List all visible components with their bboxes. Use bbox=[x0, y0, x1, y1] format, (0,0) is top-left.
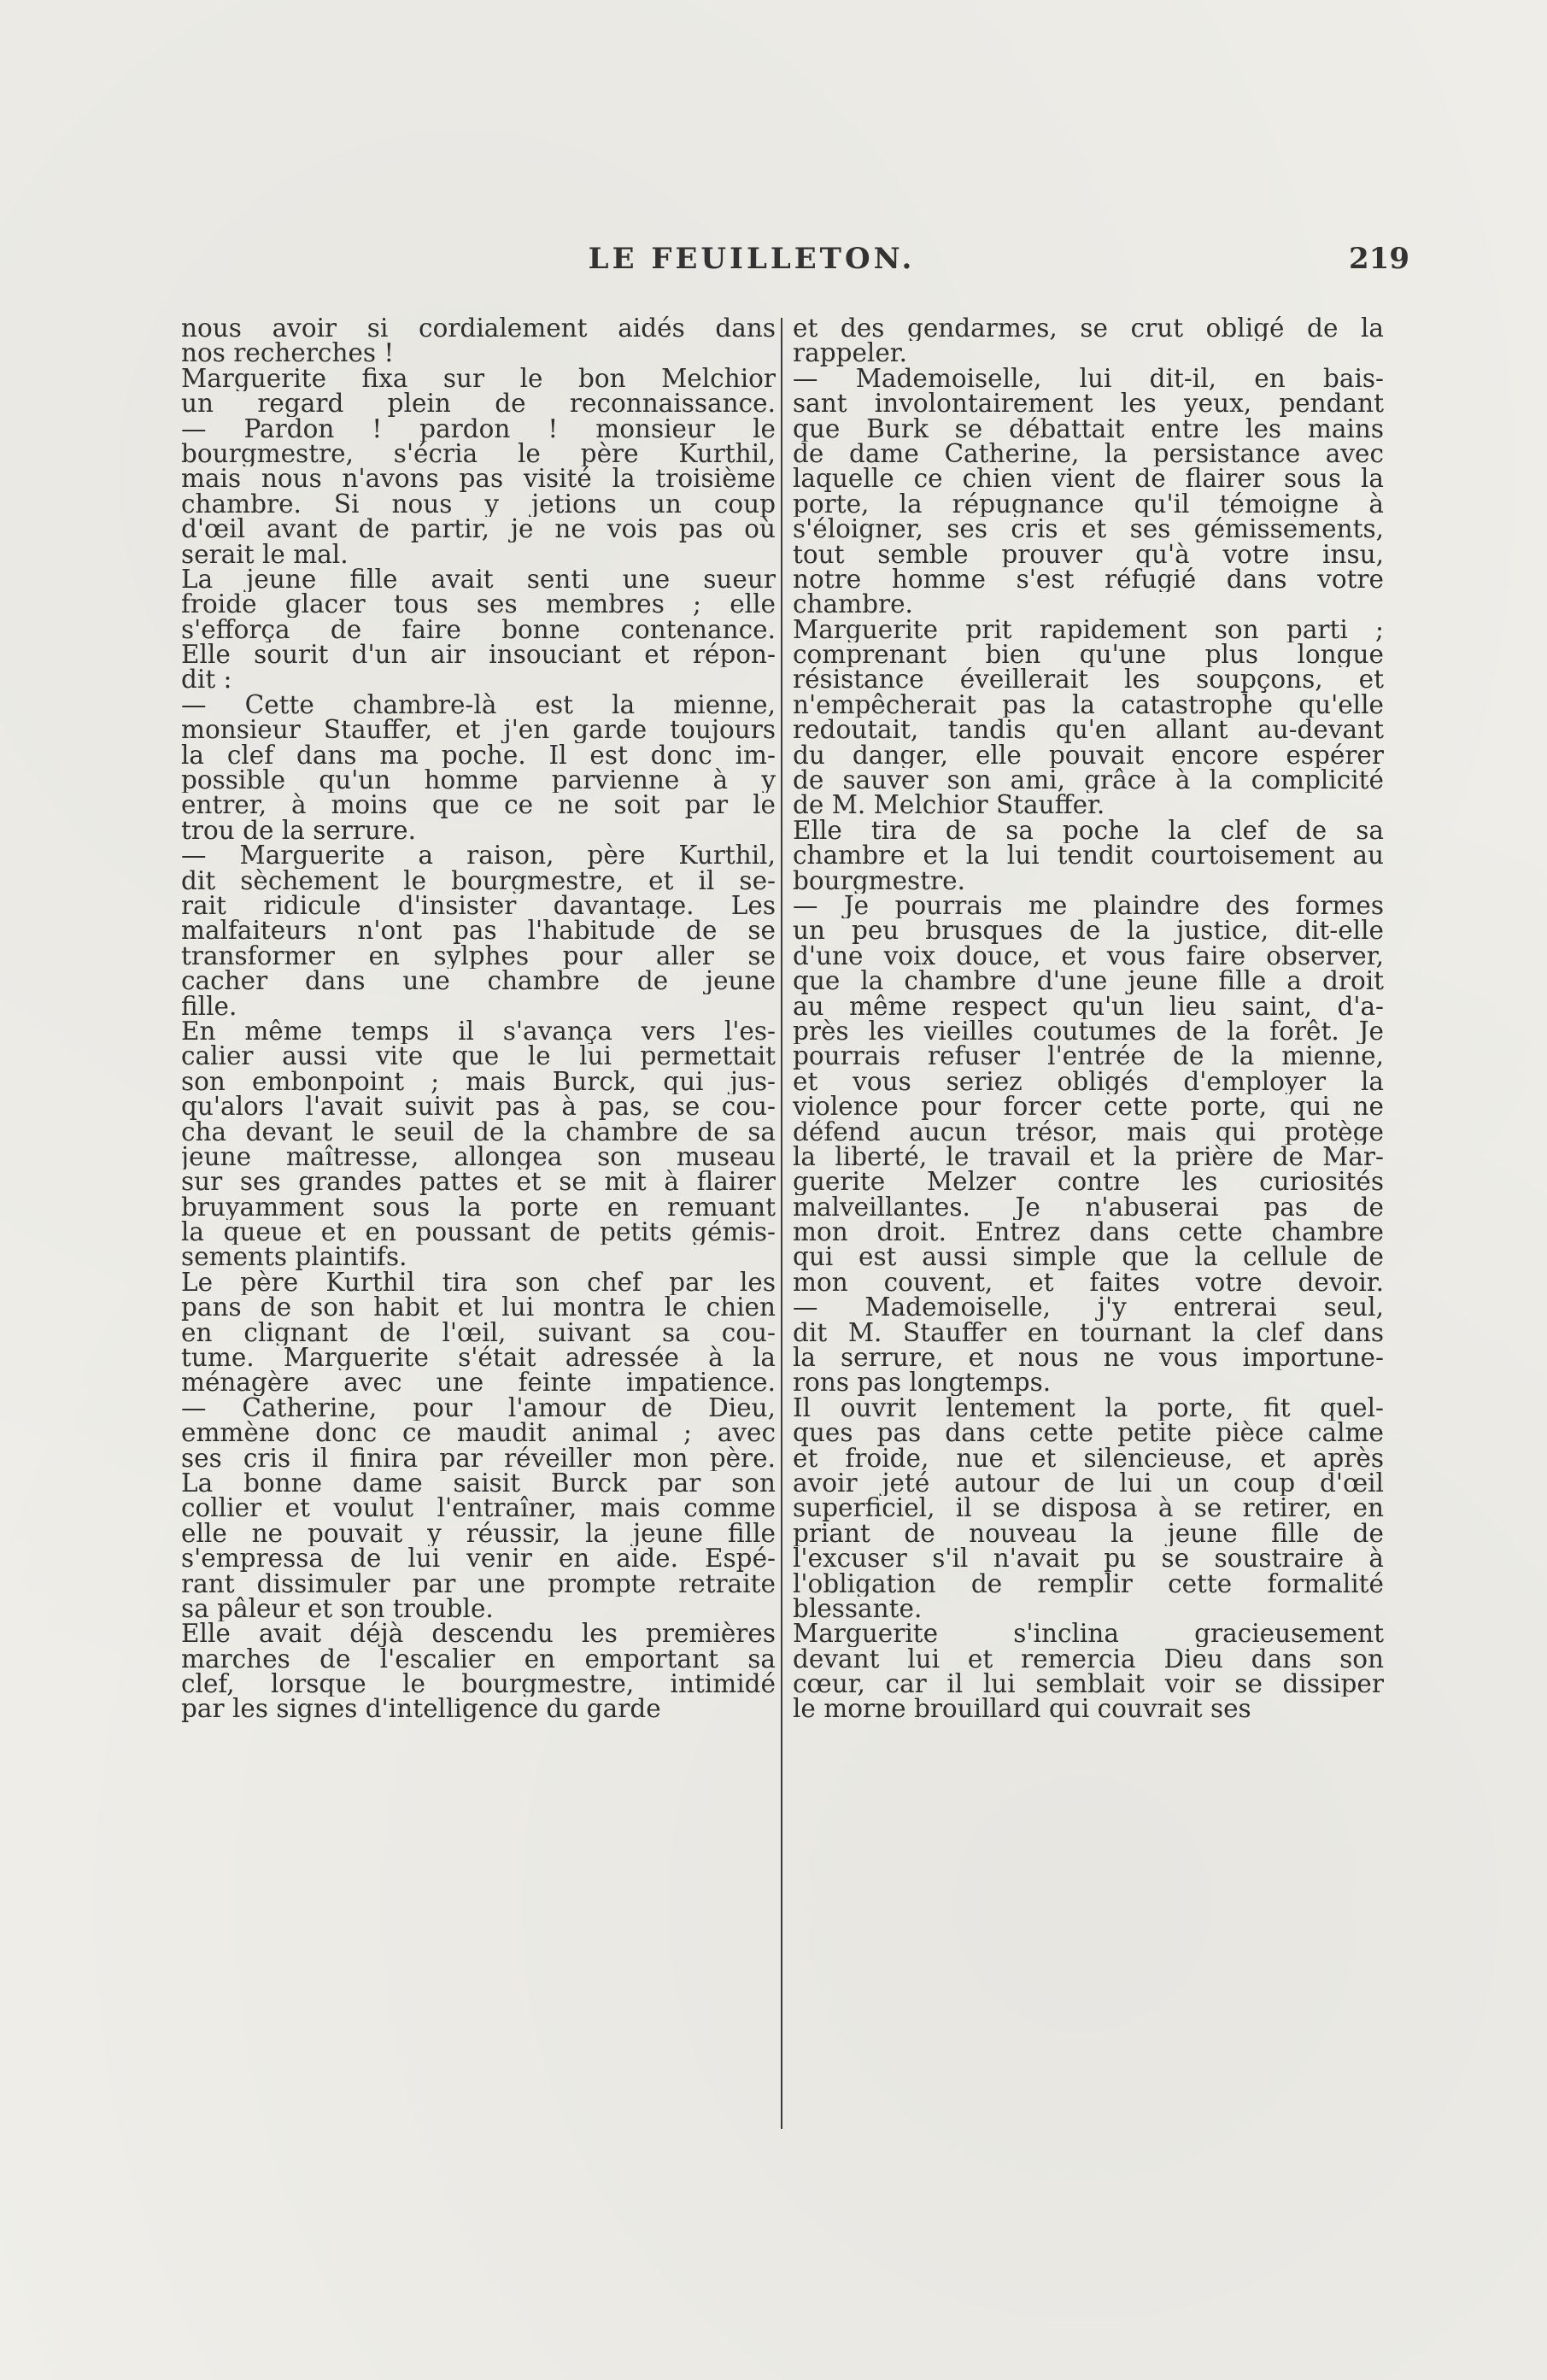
text-line: près les vieilles coutumes de la forêt. Je bbox=[793, 1018, 1384, 1045]
text-line: pourrais refuser l'entrée de la mienne, bbox=[793, 1044, 1384, 1070]
text-line: et froide, nue et silencieuse, et après bbox=[793, 1445, 1384, 1471]
text-line: dit sèchement le bourgmestre, et il se- bbox=[181, 868, 776, 894]
text-line: Elle tira de sa poche la clef de sa bbox=[793, 818, 1384, 844]
text-line: La jeune fille avait senti une sueur bbox=[181, 566, 776, 593]
text-line: calier aussi vite que le lui permettait bbox=[181, 1044, 776, 1070]
text-line: Elle sourit d'un air insouciant et répon- bbox=[181, 642, 776, 668]
text-line: par les signes d'intelligence du garde bbox=[181, 1697, 661, 1722]
text-line: porte, la répugnance qu'il témoigne à bbox=[793, 491, 1384, 518]
text-line: froide glacer tous ses membres ; elle bbox=[181, 592, 776, 618]
text-line: laquelle ce chien vient de flairer sous la bbox=[793, 466, 1384, 492]
text-line: Marguerite prit rapidement son parti ; bbox=[793, 617, 1384, 643]
text-line: collier et voulut l'entraîner, mais comme bbox=[181, 1496, 776, 1521]
text-line: résistance éveillerait les soupçons, et bbox=[793, 667, 1384, 693]
text-line: — Cette chambre-là est la mienne, bbox=[181, 692, 776, 718]
text-line: En même temps il s'avança vers l'es- bbox=[181, 1018, 776, 1045]
text-line: la serrure, et nous ne vous importune- bbox=[793, 1345, 1384, 1371]
text-line: sant involontairement les yeux, pendant bbox=[793, 391, 1384, 417]
text-line: bourgmestre. bbox=[793, 868, 965, 894]
text-line: Le père Kurthil tira son chef par les bbox=[181, 1269, 776, 1296]
text-line: s'éloigner, ses cris et ses gémissements, bbox=[793, 517, 1384, 542]
text-line: Il ouvrit lentement la porte, fit quel- bbox=[793, 1395, 1384, 1422]
text-line: notre homme s'est réfugié dans votre bbox=[793, 566, 1384, 593]
text-line: et vous seriez obligés d'employer la bbox=[793, 1069, 1384, 1095]
text-line: mon couvent, et faites votre devoir. bbox=[793, 1269, 1384, 1296]
column-divider bbox=[781, 318, 782, 2129]
text-line: que Burk se débattait entre les mains bbox=[793, 416, 1384, 442]
text-line: chambre. Si nous y jetions un coup bbox=[181, 491, 776, 518]
text-line: La bonne dame saisit Burck par son bbox=[181, 1470, 776, 1497]
text-line: cœur, car il lui semblait voir se dissiper bbox=[793, 1672, 1384, 1697]
text-line: jeune maîtresse, allongea son museau bbox=[181, 1144, 776, 1170]
text-line: de M. Melchior Stauffer. bbox=[793, 793, 1105, 818]
text-line: transformer en sylphes pour aller se bbox=[181, 943, 776, 970]
text-line: sa pâleur et son trouble. bbox=[181, 1596, 494, 1622]
text-line: possible qu'un homme parvienne à y bbox=[181, 768, 776, 794]
text-line: pans de son habit et lui montra le chien bbox=[181, 1295, 776, 1321]
text-line: serait le mal. bbox=[181, 542, 349, 567]
text-line: — Mademoiselle, j'y entrerai seul, bbox=[793, 1295, 1384, 1321]
text-line: superficiel, il se disposa à se retirer, en bbox=[793, 1496, 1384, 1521]
text-line: s'empressa de lui venir en aide. Espé- bbox=[181, 1546, 776, 1572]
text-line: rait ridicule d'insister davantage. Les bbox=[181, 893, 776, 919]
text-line: — Catherine, pour l'amour de Dieu, bbox=[181, 1395, 776, 1422]
text-line: chambre et la lui tendit courtoisement au bbox=[793, 843, 1384, 869]
text-line: rappeler. bbox=[793, 341, 908, 366]
text-line: d'une voix douce, et vous faire observer, bbox=[793, 943, 1384, 970]
text-line: que la chambre d'une jeune fille a droit bbox=[793, 969, 1384, 994]
text-line: malfaiteurs n'ont pas l'habitude de se bbox=[181, 918, 776, 944]
text-line: l'obligation de remplir cette formalité bbox=[793, 1571, 1384, 1597]
text-line: la queue et en poussant de petits gémis- bbox=[181, 1220, 776, 1246]
text-line: un peu brusques de la justice, dit-elle bbox=[793, 918, 1384, 944]
page-header bbox=[171, 242, 1409, 293]
text-line: de dame Catherine, la persistance avec bbox=[793, 441, 1384, 467]
text-line: elle ne pouvait y réussir, la jeune fille bbox=[181, 1521, 776, 1547]
text-line: nous avoir si cordialement aidés dans bbox=[181, 316, 776, 342]
text-line: — Je pourrais me plaindre des formes bbox=[793, 893, 1384, 919]
text-line: son embonpoint ; mais Burck, qui jus- bbox=[181, 1069, 776, 1095]
running-title: LE FEUILLETON. bbox=[588, 242, 916, 276]
text-line: de sauver son ami, grâce à la complicité bbox=[793, 768, 1384, 794]
text-line: en clignant de l'œil, suivant sa cou- bbox=[181, 1320, 776, 1346]
text-line: sur ses grandes pattes et se mit à flairer bbox=[181, 1169, 776, 1195]
text-line: au même respect qu'un lieu saint, d'a- bbox=[793, 994, 1384, 1019]
right-text-column bbox=[793, 316, 1384, 1722]
text-line: la liberté, le travail et la prière de Mar- bbox=[793, 1144, 1384, 1170]
text-line: avoir jeté autour de lui un coup d'œil bbox=[793, 1470, 1384, 1497]
text-line: Marguerite s'inclina gracieusement bbox=[793, 1621, 1384, 1647]
text-line: bourgmestre, s'écria le père Kurthil, bbox=[181, 441, 776, 467]
text-line: dit M. Stauffer en tournant la clef dans bbox=[793, 1320, 1384, 1346]
text-line: dit : bbox=[181, 667, 232, 693]
text-line: la clef dans ma poche. Il est donc im- bbox=[181, 742, 776, 769]
text-line: mais nous n'avons pas visité la troisième bbox=[181, 466, 776, 492]
text-line: Marguerite fixa sur le bon Melchior bbox=[181, 366, 776, 392]
text-line: qui est aussi simple que la cellule de bbox=[793, 1245, 1384, 1270]
page-number: 219 bbox=[1349, 242, 1409, 276]
text-line: entrer, à moins que ce ne soit par le bbox=[181, 793, 776, 818]
text-line: guerite Melzer contre les curiosités bbox=[793, 1169, 1384, 1195]
text-line: rons pas longtemps. bbox=[793, 1370, 1052, 1396]
text-line: sements plaintifs. bbox=[181, 1245, 407, 1270]
text-line: défend aucun trésor, mais qui protège bbox=[793, 1119, 1384, 1145]
text-line: — Marguerite a raison, père Kurthil, bbox=[181, 843, 776, 869]
text-line: chambre. bbox=[793, 592, 913, 618]
text-line: qu'alors l'avait suivit pas à pas, se cou- bbox=[181, 1094, 776, 1120]
text-line: monsieur Stauffer, et j'en garde toujours bbox=[181, 718, 776, 743]
text-line: l'excuser s'il n'avait pu se soustraire à bbox=[793, 1546, 1384, 1572]
text-line: nos recherches ! bbox=[181, 341, 395, 366]
text-line: priant de nouveau la jeune fille de bbox=[793, 1521, 1384, 1547]
text-line: trou de la serrure. bbox=[181, 818, 416, 844]
text-line: et des gendarmes, se crut obligé de la bbox=[793, 316, 1384, 342]
text-line: ses cris il finira par réveiller mon père. bbox=[181, 1445, 776, 1471]
text-line: mon droit. Entrez dans cette chambre bbox=[793, 1220, 1384, 1246]
text-line: emmène donc ce maudit animal ; avec bbox=[181, 1421, 776, 1446]
text-line: ménagère avec une feinte impatience. bbox=[181, 1370, 776, 1396]
text-line: — Pardon ! pardon ! monsieur le bbox=[181, 416, 776, 442]
left-text-column bbox=[181, 316, 776, 1722]
text-line: n'empêcherait pas la catastrophe qu'elle bbox=[793, 692, 1384, 718]
text-line: du danger, elle pouvait encore espérer bbox=[793, 742, 1384, 769]
text-line: Elle avait déjà descendu les premières bbox=[181, 1621, 776, 1647]
text-line: le morne brouillard qui couvrait ses bbox=[793, 1697, 1251, 1722]
text-line: cacher dans une chambre de jeune bbox=[181, 969, 776, 994]
text-line: marches de l'escalier en emportant sa bbox=[181, 1646, 776, 1673]
text-line: tume. Marguerite s'était adressée à la bbox=[181, 1345, 776, 1371]
text-line: d'œil avant de partir, je ne vois pas où bbox=[181, 517, 776, 542]
text-line: devant lui et remercia Dieu dans son bbox=[793, 1646, 1384, 1673]
text-line: clef, lorsque le bourgmestre, intimidé bbox=[181, 1672, 776, 1697]
text-line: — Mademoiselle, lui dit-il, en bais- bbox=[793, 366, 1384, 392]
text-line: bruyamment sous la porte en remuant bbox=[181, 1194, 776, 1221]
text-line: s'efforça de faire bonne contenance. bbox=[181, 617, 776, 643]
text-line: rant dissimuler par une prompte retraite bbox=[181, 1571, 776, 1597]
text-line: comprenant bien qu'une plus longue bbox=[793, 642, 1384, 668]
text-line: malveillantes. Je n'abuserai pas de bbox=[793, 1194, 1384, 1221]
text-line: violence pour forcer cette porte, qui ne bbox=[793, 1094, 1384, 1120]
text-line: ques pas dans cette petite pièce calme bbox=[793, 1421, 1384, 1446]
text-line: redoutait, tandis qu'en allant au-devant bbox=[793, 718, 1384, 743]
text-line: tout semble prouver qu'à votre insu, bbox=[793, 542, 1384, 567]
text-line: cha devant le seuil de la chambre de sa bbox=[181, 1119, 776, 1145]
text-line: fille. bbox=[181, 994, 237, 1019]
text-line: blessante. bbox=[793, 1596, 923, 1622]
text-line: un regard plein de reconnaissance. bbox=[181, 391, 776, 417]
